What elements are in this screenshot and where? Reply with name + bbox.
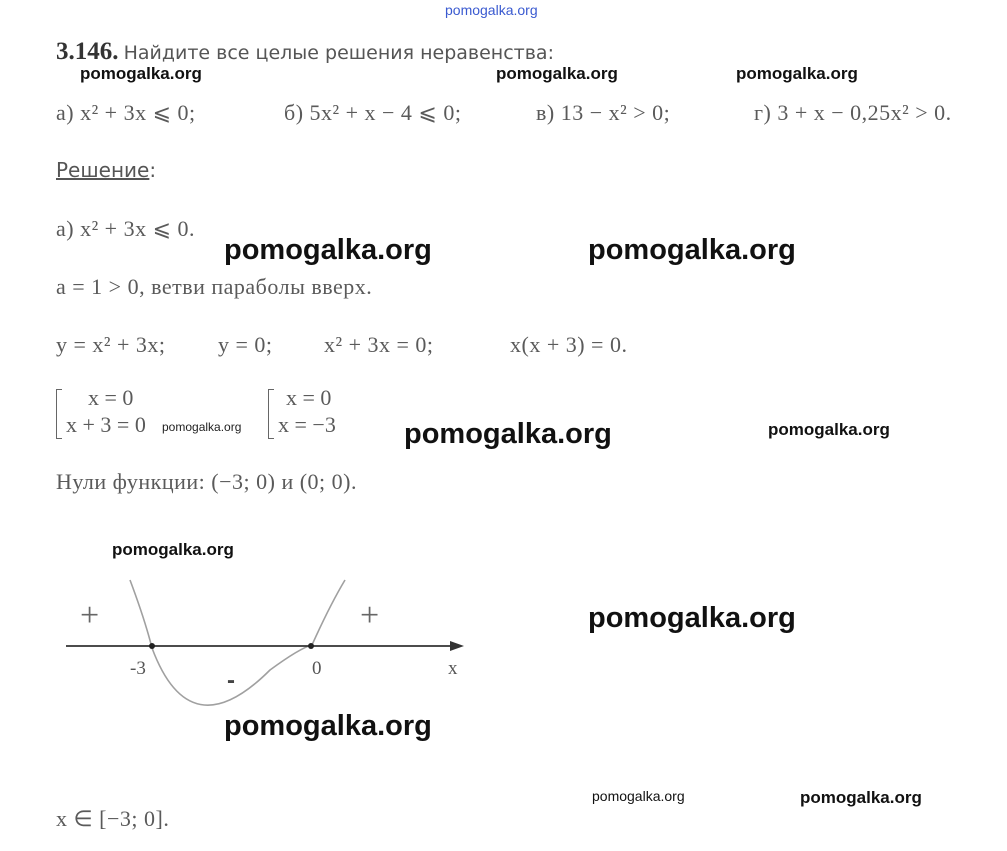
watermark: pomogalka.org: [112, 540, 234, 559]
watermark: pomogalka.org: [800, 788, 922, 807]
root-point-left: [149, 643, 155, 649]
task-header: [56, 38, 554, 66]
branches-text: a = 1 > 0, ветви параболы вверх.: [56, 274, 373, 299]
label-x: x: [448, 658, 458, 679]
watermark: pomogalka.org: [592, 788, 685, 804]
watermark: pomogalka.org: [224, 710, 432, 742]
system-2-line-1: x = 0: [286, 385, 332, 410]
watermark: pomogalka.org: [404, 418, 612, 450]
task-item-b: б) 5x² + x − 4 ⩽ 0;: [284, 100, 462, 125]
watermark: pomogalka.org: [736, 64, 858, 83]
watermark: pomogalka.org: [80, 64, 202, 83]
zeros-text: Нули функции: (−3; 0) и (0; 0).: [56, 469, 357, 494]
system-bracket-2: [268, 389, 274, 439]
system-2-line-2: x = −3: [278, 412, 336, 437]
watermark: pomogalka.org: [496, 64, 618, 83]
solution-heading: [56, 158, 156, 182]
eq-2: y = 0;: [218, 332, 273, 357]
solution-heading-text: Решение: [56, 158, 150, 182]
task-number: 3.146.: [56, 38, 119, 65]
system-1-line-1: x = 0: [88, 385, 134, 410]
part-a: а) x² + 3x ⩽ 0.: [56, 216, 196, 241]
minus-sign: -: [227, 667, 235, 694]
watermark: pomogalka.org: [588, 602, 796, 634]
system-bracket-1: [56, 389, 62, 439]
watermark: pomogalka.org: [588, 234, 796, 266]
system-1-line-2: x + 3 = 0: [66, 412, 146, 437]
eq-1: y = x² + 3x;: [56, 332, 166, 357]
x-axis-arrow: [450, 641, 464, 651]
label-minus-three: -3: [130, 658, 146, 679]
watermark-top: pomogalka.org: [445, 2, 538, 18]
watermark: pomogalka.org: [224, 234, 432, 266]
watermark: pomogalka.org: [768, 420, 890, 439]
root-point-right: [308, 643, 314, 649]
system-1: [66, 384, 146, 438]
watermark: pomogalka.org: [162, 420, 242, 434]
answer: x ∈ [−3; 0].: [56, 806, 170, 831]
eq-3: x² + 3x = 0;: [324, 332, 434, 357]
eq-4: x(x + 3) = 0.: [510, 332, 628, 357]
task-item-a: а) x² + 3x ⩽ 0;: [56, 100, 196, 125]
solution-heading-colon: :: [149, 158, 157, 182]
label-zero: 0: [312, 658, 322, 679]
plus-right: +: [360, 597, 380, 634]
task-item-c: в) 13 − x² > 0;: [536, 100, 671, 125]
parabola-graph: [60, 570, 480, 720]
task-title: Найдите все целые решения неравенства:: [123, 42, 554, 64]
plus-left: +: [80, 597, 100, 634]
system-2: [278, 384, 336, 438]
parabola-curve: [130, 580, 345, 705]
task-item-d: г) 3 + x − 0,25x² > 0.: [754, 100, 952, 125]
